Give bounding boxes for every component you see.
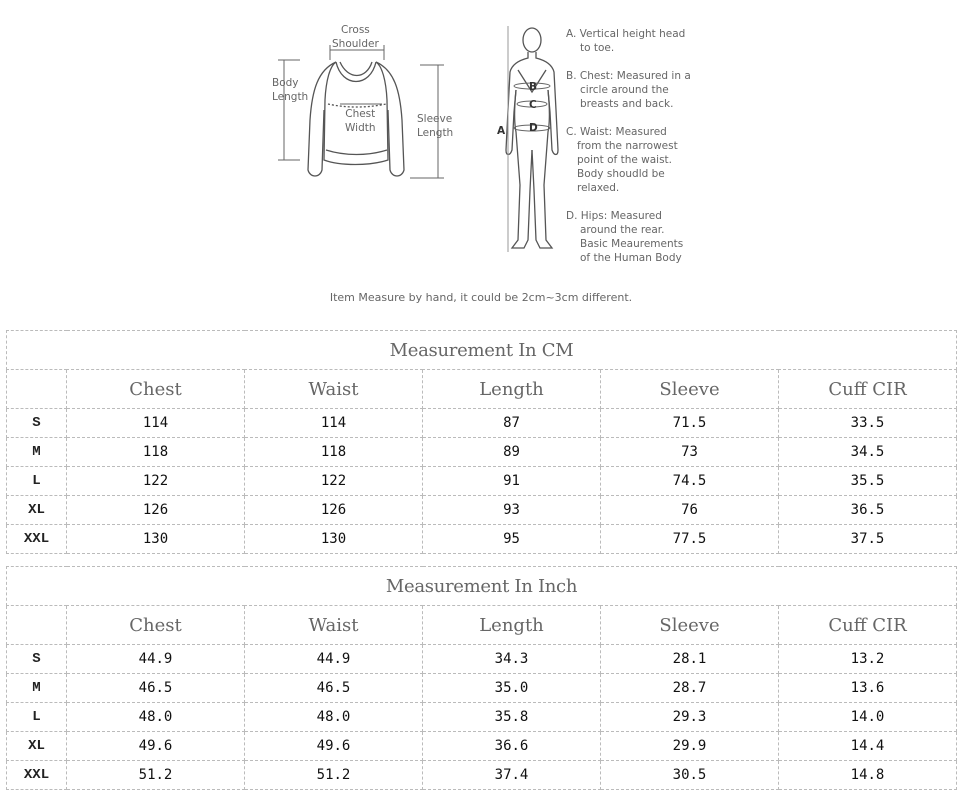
note-line: B. Chest: Measured in a: [566, 70, 691, 82]
value-cell: 130: [245, 525, 423, 554]
point-d-label: D: [529, 122, 538, 134]
sleeve-header: Sleeve: [601, 606, 779, 645]
value-cell: 44.9: [245, 645, 423, 674]
diagram-drawings: [0, 0, 962, 290]
value-cell: 71.5: [601, 409, 779, 438]
table-row: [7, 525, 957, 554]
table-row: [7, 409, 957, 438]
value-cell: 33.5: [779, 409, 957, 438]
value-cell: 28.7: [601, 674, 779, 703]
note-line: from the narrowest: [577, 140, 678, 152]
body-length-label: [272, 76, 308, 104]
note-line: relaxed.: [577, 182, 620, 194]
value-cell: 36.6: [423, 732, 601, 761]
value-cell: 48.0: [245, 703, 423, 732]
value-cell: 37.5: [779, 525, 957, 554]
note-line: around the rear.: [580, 224, 665, 236]
value-cell: 122: [67, 467, 245, 496]
table-row: [7, 645, 957, 674]
value-cell: 77.5: [601, 525, 779, 554]
length-header: Length: [423, 370, 601, 409]
size-cell: XXL: [7, 525, 67, 554]
measurement-diagram: [0, 0, 962, 320]
chest-header: Chest: [67, 370, 245, 409]
note-line: breasts and back.: [580, 98, 674, 110]
size-cell: XXL: [7, 761, 67, 790]
note-line: circle around the: [580, 84, 669, 96]
note-line: C. Waist: Measured: [566, 126, 667, 138]
cm-table-title: Measurement In CM: [7, 331, 957, 370]
value-cell: 87: [423, 409, 601, 438]
note-d: [566, 209, 683, 265]
value-cell: 35.0: [423, 674, 601, 703]
sleeve-header: Sleeve: [601, 370, 779, 409]
point-c-label: C: [529, 99, 537, 111]
table-row: [7, 732, 957, 761]
value-cell: 118: [245, 438, 423, 467]
label-line: Length: [417, 127, 454, 139]
value-cell: 29.9: [601, 732, 779, 761]
value-cell: 73: [601, 438, 779, 467]
table-row: [7, 438, 957, 467]
value-cell: 114: [245, 409, 423, 438]
value-cell: 34.5: [779, 438, 957, 467]
size-cell: S: [7, 409, 67, 438]
size-cell: L: [7, 467, 67, 496]
size-cell: L: [7, 703, 67, 732]
measure-note: Item Measure by hand, it could be 2cm~3cm different.: [329, 291, 633, 304]
value-cell: 51.2: [67, 761, 245, 790]
value-cell: 30.5: [601, 761, 779, 790]
size-header-cell: [7, 370, 67, 409]
cross-shoulder-label: [332, 23, 379, 51]
cuff-cir-header: Cuff CIR: [779, 370, 957, 409]
value-cell: 114: [67, 409, 245, 438]
note-line: to toe.: [580, 42, 615, 54]
chest-width-label: [345, 107, 376, 135]
point-a-label: A: [497, 125, 506, 137]
human-body-drawing: [506, 28, 558, 248]
value-cell: 36.5: [779, 496, 957, 525]
value-cell: 49.6: [67, 732, 245, 761]
value-cell: 14.8: [779, 761, 957, 790]
size-cell: S: [7, 645, 67, 674]
cm-size-table: [6, 330, 957, 554]
waist-header: Waist: [245, 370, 423, 409]
point-b-label: B: [529, 81, 538, 93]
note-a: [566, 27, 685, 55]
label-line: Width: [345, 122, 376, 134]
value-cell: 46.5: [67, 674, 245, 703]
inch-table-title: Measurement In Inch: [7, 567, 957, 606]
value-cell: 14.0: [779, 703, 957, 732]
inch-size-table: [6, 566, 957, 790]
note-line: point of the waist.: [577, 154, 673, 166]
table-row: [7, 703, 957, 732]
size-cell: XL: [7, 732, 67, 761]
note-line: of the Human Body: [580, 252, 682, 264]
value-cell: 93: [423, 496, 601, 525]
value-cell: 46.5: [245, 674, 423, 703]
table-row: [7, 761, 957, 790]
chest-header: Chest: [67, 606, 245, 645]
value-cell: 34.3: [423, 645, 601, 674]
value-cell: 126: [67, 496, 245, 525]
value-cell: 35.5: [779, 467, 957, 496]
value-cell: 28.1: [601, 645, 779, 674]
note-line: Body shoudld be: [577, 168, 665, 180]
label-line: Chest: [345, 108, 376, 120]
value-cell: 48.0: [67, 703, 245, 732]
value-cell: 95: [423, 525, 601, 554]
note-c: [566, 125, 678, 195]
value-cell: 51.2: [245, 761, 423, 790]
label-line: Body: [272, 77, 299, 89]
note-line: A. Vertical height head: [566, 28, 686, 40]
size-header-cell: [7, 606, 67, 645]
value-cell: 35.8: [423, 703, 601, 732]
value-cell: 37.4: [423, 761, 601, 790]
sleeve-length-label: [417, 112, 453, 140]
note-line: Basic Meaurements: [580, 238, 684, 250]
value-cell: 14.4: [779, 732, 957, 761]
value-cell: 122: [245, 467, 423, 496]
value-cell: 91: [423, 467, 601, 496]
cuff-cir-header: Cuff CIR: [779, 606, 957, 645]
table-row: [7, 674, 957, 703]
table-row: [7, 496, 957, 525]
waist-header: Waist: [245, 606, 423, 645]
label-line: Length: [272, 91, 309, 103]
value-cell: 89: [423, 438, 601, 467]
value-cell: 13.2: [779, 645, 957, 674]
note-line: D. Hips: Measured: [566, 210, 662, 222]
size-cell: M: [7, 674, 67, 703]
table-row: [7, 467, 957, 496]
value-cell: 126: [245, 496, 423, 525]
value-cell: 130: [67, 525, 245, 554]
size-cell: XL: [7, 496, 67, 525]
label-line: Shoulder: [332, 38, 379, 50]
label-line: Cross: [340, 24, 370, 36]
value-cell: 74.5: [601, 467, 779, 496]
value-cell: 13.6: [779, 674, 957, 703]
value-cell: 118: [67, 438, 245, 467]
label-line: Sleeve: [417, 113, 453, 125]
value-cell: 44.9: [67, 645, 245, 674]
note-b: [566, 69, 691, 111]
value-cell: 29.3: [601, 703, 779, 732]
size-cell: M: [7, 438, 67, 467]
value-cell: 49.6: [245, 732, 423, 761]
length-header: Length: [423, 606, 601, 645]
value-cell: 76: [601, 496, 779, 525]
